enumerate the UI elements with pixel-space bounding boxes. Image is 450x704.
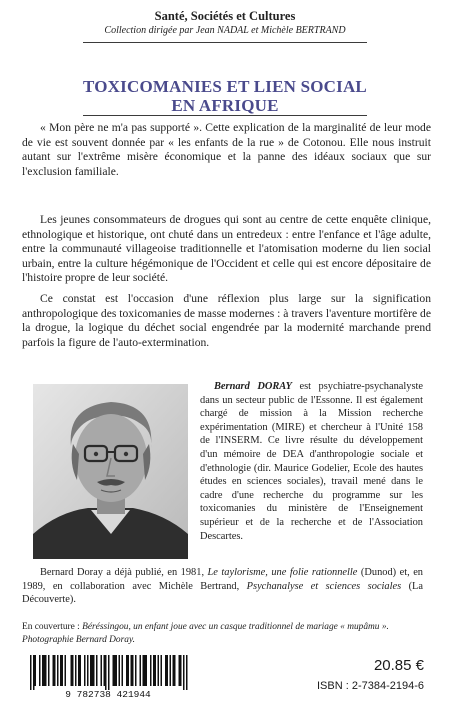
author-name: Bernard DORAY xyxy=(214,381,292,392)
barcode-bar xyxy=(53,655,55,686)
barcode-bar xyxy=(65,655,67,686)
barcode-bar xyxy=(71,655,73,686)
barcode xyxy=(22,655,195,698)
barcode-bar xyxy=(104,655,106,686)
barcode-bar xyxy=(62,655,64,686)
barcode-bar xyxy=(39,655,41,686)
barcode-bar xyxy=(132,655,134,686)
barcode-bar xyxy=(93,655,95,686)
barcode-bar xyxy=(183,655,185,690)
barcode-bar xyxy=(101,655,103,686)
barcode-bar xyxy=(90,655,92,686)
barcode-bar xyxy=(144,655,146,686)
book-title-line-2: EN AFRIQUE xyxy=(171,96,279,115)
isbn: ISBN : 2-7384-2194-6 xyxy=(316,680,424,692)
barcode-bar xyxy=(122,655,124,686)
bottom-rule xyxy=(83,115,367,116)
barcode-bar xyxy=(35,655,37,686)
barcode-bar xyxy=(60,655,62,686)
barcode-bar xyxy=(153,655,155,686)
barcode-bar xyxy=(57,655,59,686)
barcode-bar xyxy=(119,655,121,686)
cover-credit-text: Béréssingou, un enfant joue avec un casque traditionnel de mariage « mupâmu ». Photographie Bernard Doray. xyxy=(22,622,389,645)
barcode-bar xyxy=(135,655,137,686)
barcode-bar xyxy=(131,655,133,686)
barcode-bar xyxy=(54,655,56,686)
barcode-bar xyxy=(155,655,157,686)
also-published-middle: (Dunod) et, en 1989, en collaboration avec Michèle Bertrand, xyxy=(22,567,423,592)
barcode-bar xyxy=(186,655,188,690)
book-title xyxy=(0,77,450,115)
author-bio-text: est psychiatre-psychanalyste dans un secteur public de l'Essonne. Il est également chargé de mission à la Mission recherche expérimentation (MIRE) et chercheur à l'Unité 158 de l'INSERM. Ce livre résulte du développement d'un mémoire de DEA d'anthropologie sociale et d'ethnologie (dir. Maurice Godelier, Ecole des hautes études en sciences sociales), travail mené dans le cadre d'une recherche du programme sur les toxicomanies du ministère de l'Enseignement supérieur et de la recherche et de l'Association Descartes. xyxy=(200,381,423,542)
cover-credit-label: En couverture : xyxy=(22,622,83,632)
book-psychanalyse: Psychanalyse et sciences sociales xyxy=(246,580,402,592)
price: 20.85 € xyxy=(373,657,424,674)
barcode-bar xyxy=(161,655,163,686)
barcode-bar xyxy=(48,655,50,686)
barcode-bar xyxy=(173,655,175,686)
barcode-bar xyxy=(146,655,148,686)
collection-direction: Collection dirigée par Jean NADAL et Michèle BERTRAND xyxy=(104,25,346,36)
series-title: Santé, Sociétés et Cultures xyxy=(154,9,296,23)
barcode-bar xyxy=(128,655,130,686)
book-taylorisme: Le taylorisme, une folie rationnelle xyxy=(207,567,358,578)
barcode-bar xyxy=(80,655,82,686)
barcode-bar xyxy=(33,655,35,690)
author-bio xyxy=(200,380,423,543)
barcode-bar xyxy=(174,655,176,686)
author-photo xyxy=(33,384,188,559)
barcode-bar xyxy=(165,655,167,686)
barcode-bar xyxy=(78,655,80,686)
intro-paragraph: « Mon père ne m'a pas supporté ». Cette explication de la marginalité de leur mode de vie est souvent donnée par « les enfants de la rue » de Cotonou. Elle nous instruit autant sur l'extrême misère économique et la panne des idéaux sociaux que sur l'exclusion familiale. xyxy=(22,121,431,178)
barcode-bar xyxy=(116,655,118,686)
barcode-bar xyxy=(179,655,181,686)
barcode-bar xyxy=(113,655,115,686)
barcode-bar xyxy=(92,655,94,686)
barcode-bar xyxy=(140,655,142,686)
barcode-bar xyxy=(126,655,128,686)
barcode-bar xyxy=(72,655,74,686)
cover-credit xyxy=(22,621,423,646)
second-paragraph: Les jeunes consommateurs de drogues qui sont au centre de cette enquête clinique, ethnologique et historique, ont chuté dans un entredeux : entre l'enfance et l'âge adulte, entre la communauté villageoise traditionnelle et l'atomisation moderne du lien social urbain, entre la culture hégémonique de l'Occident et celle qui est encore dépositaire de l'histoire propre de leur société. xyxy=(22,213,431,285)
barcode-bar xyxy=(75,655,77,686)
barcode-bar xyxy=(30,655,32,690)
barcode-bar xyxy=(45,655,47,686)
barcode-bar xyxy=(108,655,110,690)
also-published-prefix: Bernard Doray a déjà publié, en 1981, xyxy=(40,567,208,578)
barcode-bar xyxy=(158,655,160,686)
book-title-line-1: TOXICOMANIES ET LIEN SOCIAL xyxy=(83,77,367,96)
also-published-suffix: (La Découverte). xyxy=(22,580,423,606)
barcode-bar xyxy=(150,655,152,686)
barcode-bar xyxy=(44,655,46,686)
also-published xyxy=(22,566,423,607)
barcode-bar xyxy=(167,655,169,686)
barcode-bar xyxy=(143,655,145,686)
barcode-digits: 9 782738 421944 xyxy=(65,689,151,698)
barcode-bar xyxy=(114,655,116,686)
barcode-bar xyxy=(170,655,172,686)
barcode-bar xyxy=(84,655,86,686)
barcode-bar xyxy=(42,655,44,686)
barcode-bar xyxy=(180,655,182,686)
barcode-bar xyxy=(96,655,98,686)
third-paragraph: Ce constat est l'occasion d'une réflexion plus large sur la signification anthropologique des toxicomanies de masse modernes : à travers l'aventure mortifère de la drogue, la logique du déchet social engendrée par la modernité marchande prend parfois la figure de l'auto-extermination. xyxy=(22,292,431,349)
top-rule xyxy=(83,42,367,43)
barcode-bar xyxy=(105,655,107,690)
barcode-bar xyxy=(87,655,89,686)
